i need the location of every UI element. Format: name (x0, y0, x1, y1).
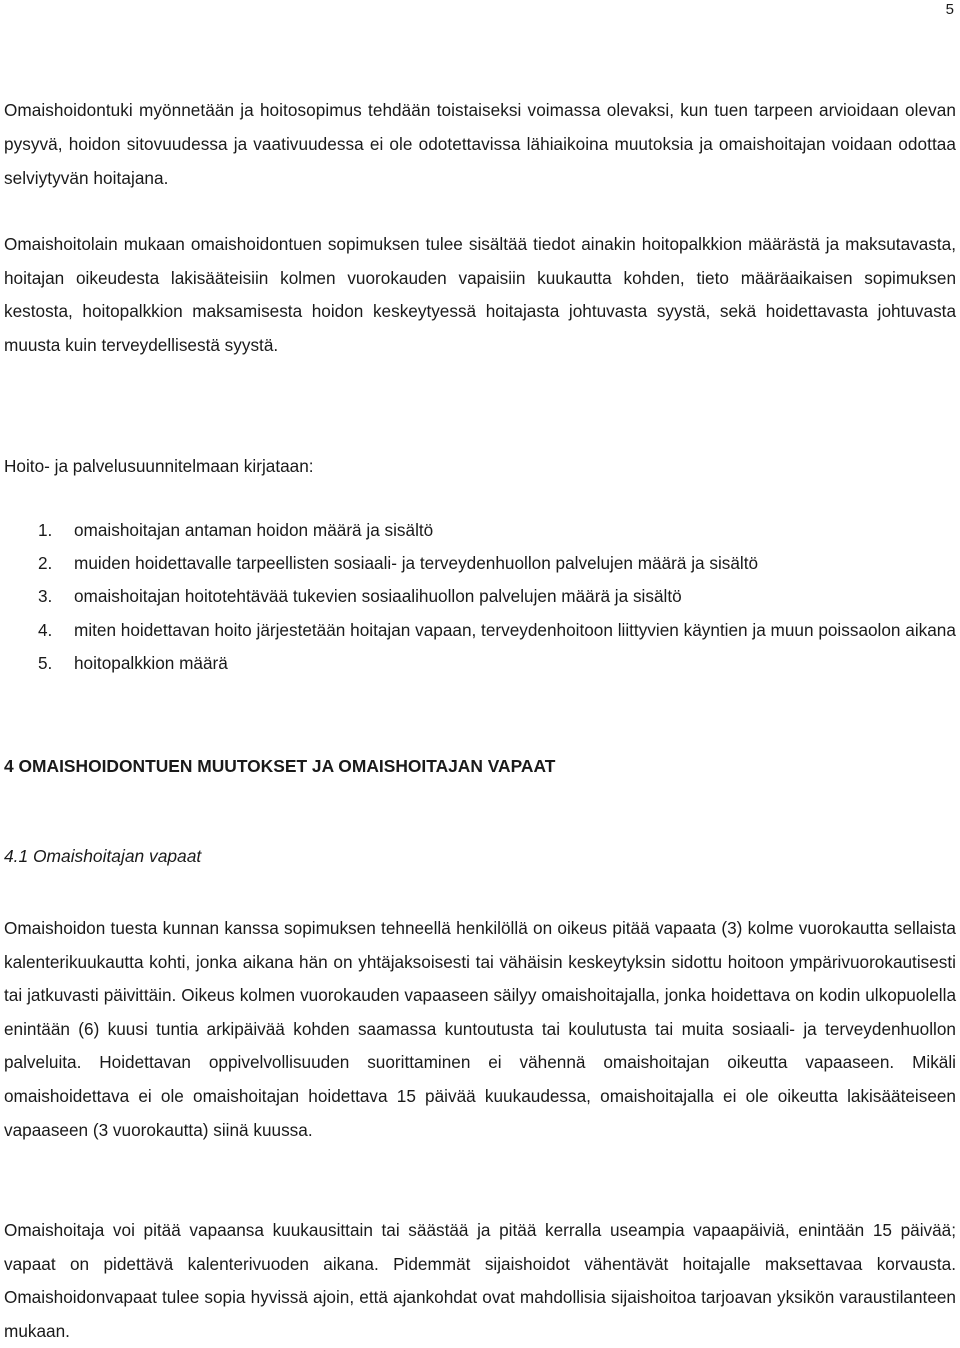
list-item (4, 580, 956, 613)
section-heading: 4 OMAISHOIDONTUEN MUUTOKSET JA OMAISHOITAJAN VAPAAT (4, 756, 556, 776)
list-item-number: 4. (38, 619, 53, 640)
paragraph-agreement-contents: Omaishoitolain mukaan omaishoidontuen sopimuksen tulee sisältää tiedot ainakin hoitopalkkion määrästä ja maksutavasta, hoitajan oikeudesta lakisääteisiin kolmen vuorokauden vapaisiin kuukautta kohden, tieto määräaikaisen sopimuksen kestosta, hoitopalkkion maksamisesta hoidon keskeytyessä hoitajasta johtuvasta syystä, sekä hoidettavasta johtuvasta muusta kuin terveydellisestä syystä. (4, 234, 956, 355)
list-item-text: omaishoitajan hoitotehtävää tukevien sosiaalihuollon palvelujen määrä ja sisältö (74, 586, 682, 607)
list-item-number: 3. (38, 586, 53, 607)
list-item (4, 614, 956, 647)
page-number: 5 (945, 1, 954, 18)
paragraph-leave-scheduling: Omaishoitaja voi pitää vapaansa kuukausittain tai säästää ja pitää kerralla useampia vapaapäiviä, enintään 15 päivää; vapaat on pidettävä kalenterivuoden aikana. Pidemmät sijaishoidot vähentävät hoitajalle maksettavaa korvausta. Omaishoidonvapaat tulee sopia hyvissä ajoin, että ajankohdat ovat mahdollisia sijaishoitoa tarjoavan yksikön varaustilanteen mukaan. (4, 1220, 956, 1341)
list-item-text: miten hoidettavan hoito järjestetään hoitajan vapaan, terveydenhoitoon liittyvien käyntien ja muun poissaolon aikana (74, 619, 956, 640)
care-plan-list (4, 514, 956, 680)
list-item (4, 547, 956, 580)
list-item (4, 514, 956, 547)
list-lead: Hoito- ja palvelusuunnitelmaan kirjataan: (4, 456, 314, 476)
list-item-number: 2. (38, 553, 53, 574)
list-item-text: muiden hoidettavalle tarpeellisten sosiaali- ja terveydenhuollon palvelujen määrä ja sisältö (74, 553, 759, 574)
list-item-number: 5. (38, 652, 53, 673)
list-item-number: 1. (38, 520, 53, 540)
list-item-text: omaishoitajan antaman hoidon määrä ja sisältö (74, 520, 434, 540)
list-item-text: hoitopalkkion määrä (74, 652, 228, 673)
subsection-heading: 4.1 Omaishoitajan vapaat (4, 846, 202, 866)
list-item (4, 647, 956, 680)
paragraph-continuous-support: Omaishoidontuki myönnetään ja hoitosopimus tehdään toistaiseksi voimassa olevaksi, kun tuen tarpeen arvioidaan olevan pysyvä, hoidon sitovuudessa ja vaativuudessa ei ole odotettavissa lähiaikoina muutoksia ja omaishoitajan voidaan odottaa selviytyvän hoitajana. (4, 100, 956, 188)
paragraph-leave-rights: Omaishoidon tuesta kunnan kanssa sopimuksen tehneellä henkilöllä on oikeus pitää vapaata (3) kolme vuorokautta sellaista kalenterikuukautta kohti, jonka aikana hän on yhtäjaksoisesti tai vähäisin keskeytyksin sidottu hoitoon ympärivuorokautisesti tai jatkuvasti päivittäin. Oikeus kolmen vuorokauden vapaaseen säilyy omaishoitajalla, jonka hoidettava on kodin ulkopuolella enintään (6) kuusi tuntia arkipäivää kohden saamassa kuntoutusta tai koulutusta tai muita sosiaali- ja terveydenhuollon palveluita. Hoidettavan oppivelvollisuuden suorittaminen ei vähennä omaishoitajan oikeutta vapaaseen. Mikäli omaishoidettava ei ole omaishoitajan hoidettava 15 päivää kuukaudessa, omaishoitajalla ei ole oikeutta lakisääteiseen vapaaseen (3 vuorokautta) siinä kuussa. (4, 918, 956, 1140)
